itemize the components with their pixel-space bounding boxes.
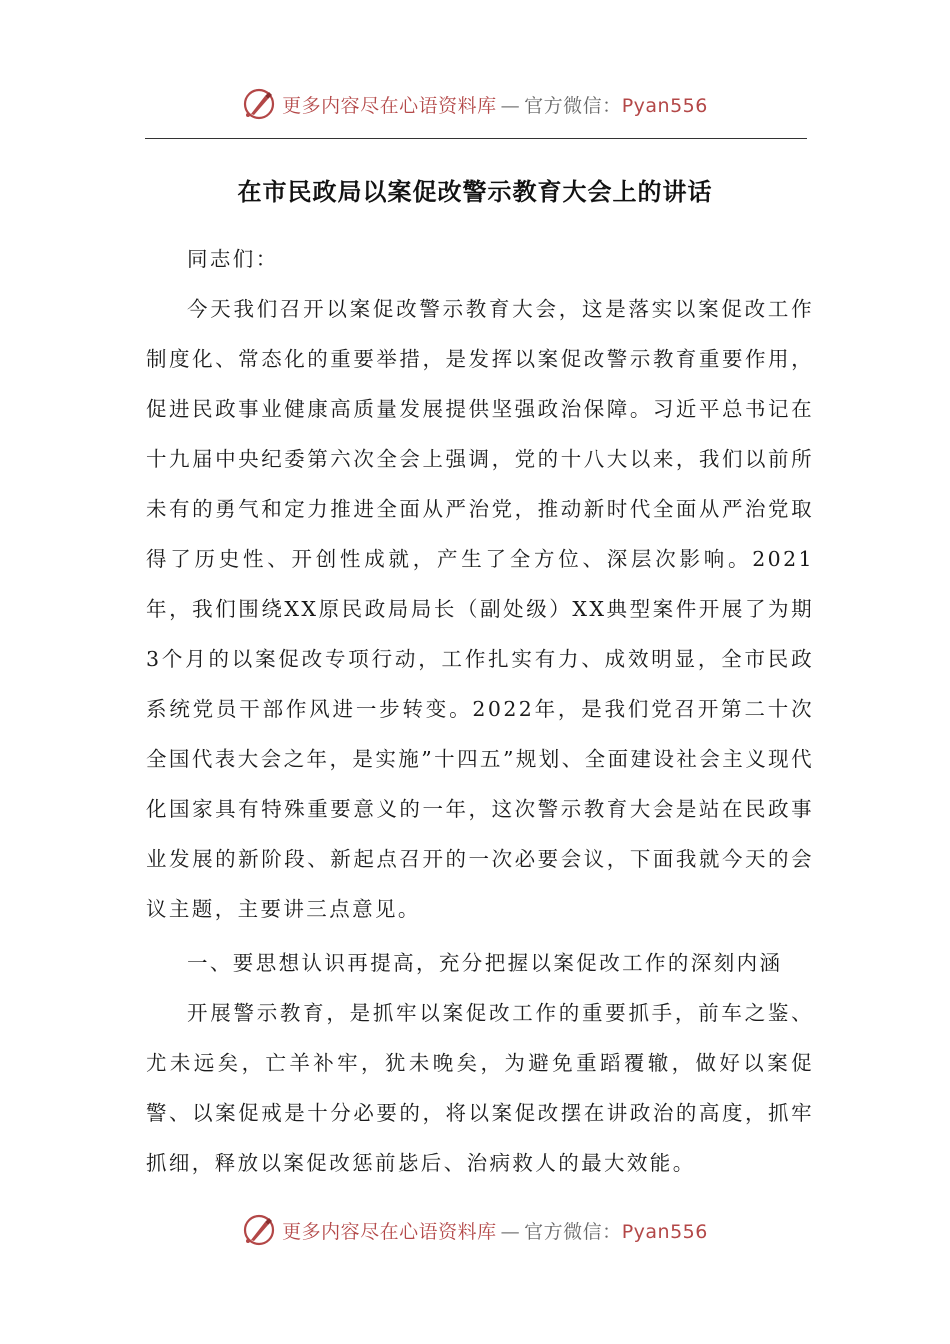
greeting: 同志们： [187, 247, 279, 271]
paragraph-1: 今天我们召开以案促改警示教育大会，这是落实以案促改工作制度化、常态化的重要举措，是发挥以案促改警示教育重要作用，促进民政事业健康高质量发展提供坚强政治保障。习近平总书记在十九届中央纪委第六次全会上强调，党的十八大以来，我们以前所未有的勇气和定力推进全面从严治党，推动新时代全面从严治党取得了历史性、开创性成就，产生了全方位、深层次影响。2021年，我们围绕XX原民政局局长（副处级）XX典型案件开展了为期3个月的以案促改专项行动，工作扎实有力、成效明显，全市民政系统党员干部作风进一步转变。2022年，是我们党召开第二十次全国代表大会之年，是实施”十四五”规划、全面建设社会主义现代化国家具有特殊重要意义的一年，这次警示教育大会是站在民政事业发展的新阶段、新起点召开的一次必要会议，下面我就今天的会议主题，主要讲三点意见。 [146, 297, 814, 921]
banner-main-text: 更多内容尽在心语资料库 [282, 1220, 497, 1243]
banner-wechat-id: Pyan556 [621, 1220, 708, 1243]
banner-official-label: 官方微信： [524, 1220, 622, 1243]
header-divider [145, 138, 807, 139]
banner-main-text: 更多内容尽在心语资料库 [282, 94, 497, 117]
section-1-heading: 一、要思想认识再提高，充分把握以案促改工作的深刻内涵 [187, 951, 783, 975]
header-banner [0, 84, 950, 124]
banner-text [282, 1217, 708, 1244]
banner-official-label: 官方微信： [524, 94, 622, 117]
banner-dash: — [500, 1220, 521, 1243]
pen-nib-logo-icon [242, 1213, 276, 1247]
document-body [146, 234, 814, 1188]
banner-dash: — [500, 94, 521, 117]
pen-nib-logo-icon [242, 87, 276, 121]
document-title: 在市民政局以案促改警示教育大会上的讲话 [237, 178, 713, 206]
footer-banner [0, 1210, 950, 1250]
paragraph-2: 开展警示教育，是抓牢以案促改工作的重要抓手，前车之鉴、尤未远矣，亡羊补牢，犹未晚矣，为避免重蹈覆辙，做好以案促警、以案促戒是十分必要的，将以案促改摆在讲政治的高度，抓牢抓细，释放以案促改惩前毖后、治病救人的最大效能。 [146, 1001, 814, 1175]
banner-wechat-id: Pyan556 [621, 94, 708, 117]
banner-text [282, 91, 708, 118]
